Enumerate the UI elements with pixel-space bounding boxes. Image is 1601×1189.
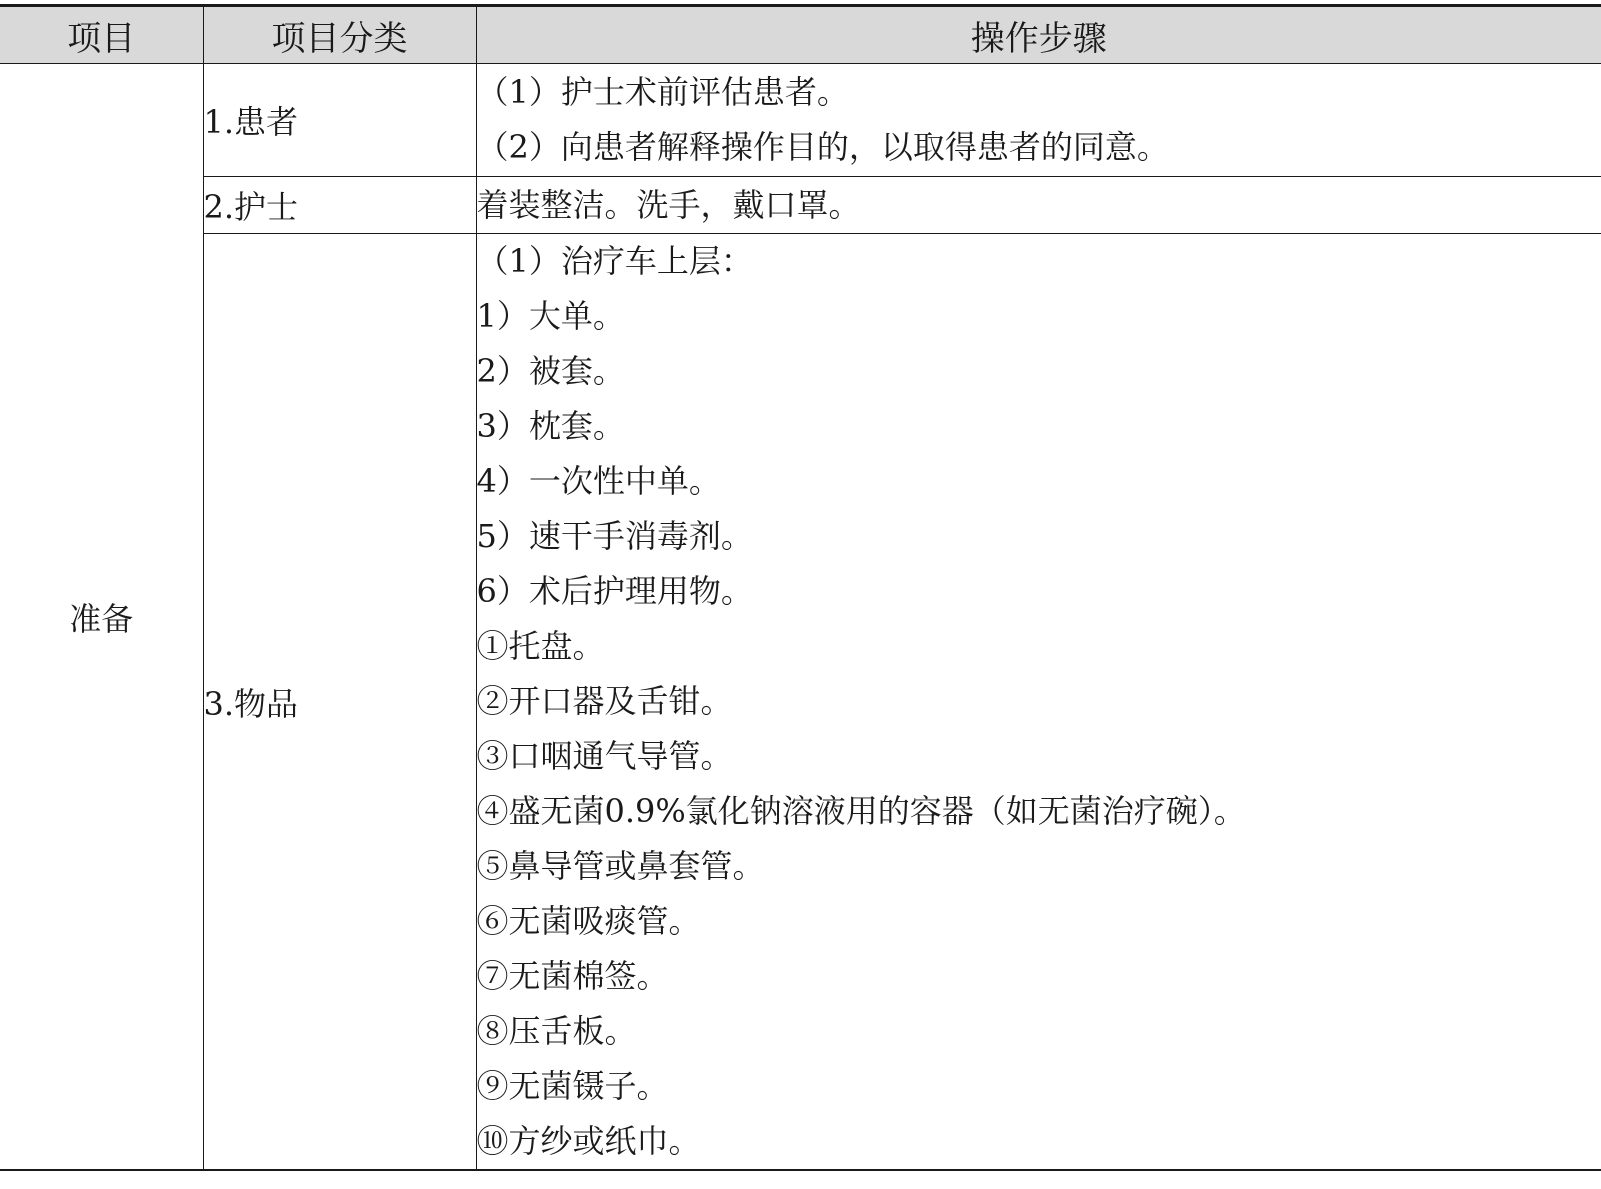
table-header: [0, 6, 1601, 64]
table-body: [0, 64, 1601, 1171]
step-line: ②开口器及舌钳。: [476, 682, 733, 720]
category-patient: 1.患者: [203, 64, 476, 177]
step-line: 1）大单。: [476, 297, 625, 335]
step-line: ③口咽通气导管。: [476, 737, 733, 775]
step-line: 着装整洁。洗手，戴口罩。: [476, 186, 861, 224]
header-row: [0, 6, 1601, 64]
steps-supplies: [476, 234, 1601, 1171]
step-line: 5）速干手消毒剂。: [476, 517, 753, 555]
step-line: （1）治疗车上层：: [476, 242, 753, 280]
step-line: ⑨无菌镊子。: [476, 1067, 669, 1105]
header-item: 项目: [0, 6, 203, 64]
step-line: ④盛无菌0.9%氯化钠溶液用的容器（如无菌治疗碗）。: [476, 792, 1246, 830]
steps-nurse: [476, 177, 1601, 234]
header-category: 项目分类: [203, 6, 476, 64]
step-line: 6）术后护理用物。: [476, 572, 753, 610]
step-line: 2）被套。: [476, 352, 625, 390]
step-line: 4）一次性中单。: [476, 462, 721, 500]
step-line: （1）护士术前评估患者。: [476, 73, 849, 111]
category-supplies: 3.物品: [203, 234, 476, 1171]
table-row-nurse: [0, 177, 1601, 234]
table-row-supplies: [0, 234, 1601, 1171]
item-cell: 准备: [0, 64, 203, 1171]
header-steps: 操作步骤: [476, 6, 1601, 64]
table-row-patient: [0, 64, 1601, 177]
step-line: ⑤鼻导管或鼻套管。: [476, 847, 765, 885]
steps-patient: [476, 64, 1601, 177]
step-line: ⑩方纱或纸巾。: [476, 1122, 701, 1160]
step-line: ⑦无菌棉签。: [476, 957, 669, 995]
step-line: ①托盘。: [476, 627, 605, 665]
category-nurse: 2.护士: [203, 177, 476, 234]
step-line: ⑥无菌吸痰管。: [476, 902, 701, 940]
step-line: ⑧压舌板。: [476, 1012, 637, 1050]
step-line: 3）枕套。: [476, 407, 625, 445]
step-line: （2）向患者解释操作目的，以取得患者的同意。: [476, 128, 1169, 166]
procedure-table: [0, 4, 1601, 1171]
